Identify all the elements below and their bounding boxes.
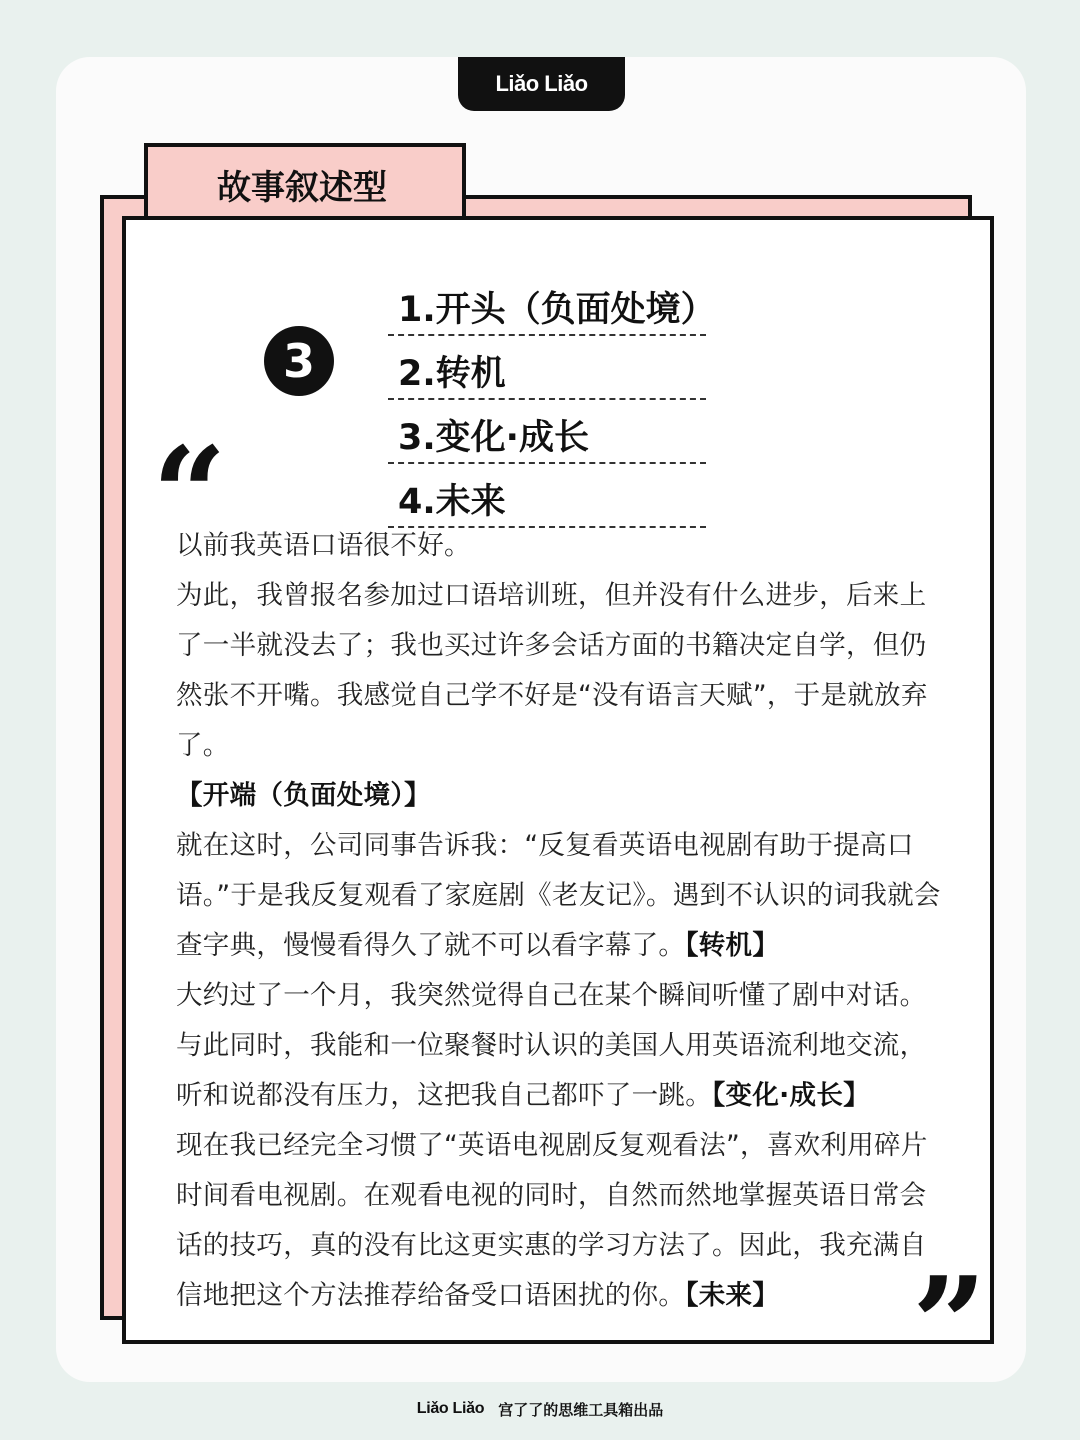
close-quote-icon: ” [912, 1248, 987, 1401]
text-span: 听和说都没有压力，这把我自己都吓了一跳。 [176, 1080, 712, 1111]
footer-logo: Liǎo Liǎo [416, 1400, 485, 1417]
open-quote-icon: “ [152, 418, 227, 571]
story-text [176, 521, 976, 1321]
footer-credit: 宫了了的思维工具箱出品 [498, 1400, 664, 1419]
footer [0, 1396, 1080, 1422]
text-line: 大约过了一个月，我突然觉得自己在某个瞬间听懂了剧中对话。 [176, 980, 927, 1011]
text-span: 信地把这个方法推荐给备受口语困扰的你。 [176, 1280, 686, 1311]
text-line: 为此，我曾报名参加过口语培训班，但并没有什么进步，后来上 [176, 580, 927, 611]
text-line [176, 1071, 976, 1121]
step-item: 1.开头（负面处境） [388, 272, 706, 336]
text-line: 语。”于是我反复观看了家庭剧《老友记》。遇到不认识的词我就会 [176, 880, 941, 911]
text-line: 了一半就没去了；我也买过许多会话方面的书籍决定自学，但仍 [176, 630, 927, 661]
brand-logo: Liǎo Liǎo [458, 57, 625, 111]
step-item: 3.变化·成长 [388, 400, 706, 464]
section-title: 故事叙述型 [144, 143, 466, 221]
text-line: 话的技巧，真的没有比这更实惠的学习方法了。因此，我充满自 [176, 1230, 927, 1261]
text-line: 与此同时，我能和一位聚餐时认识的美国人用英语流利地交流， [176, 1030, 927, 1061]
text-line: 就在这时，公司同事告诉我：“反复看英语电视剧有助于提高口 [176, 830, 914, 861]
step-item: 2.转机 [388, 336, 706, 400]
text-line [176, 921, 976, 971]
stage-tag: 【转机】 [685, 930, 780, 961]
text-line: 了。 [176, 730, 230, 761]
number-badge: 3 [264, 326, 334, 396]
stage-tag: 【开端（负面处境）】 [176, 780, 431, 811]
text-line [176, 1271, 976, 1321]
text-line: 然张不开嘴。我感觉自己学不好是“没有语言天赋”，于是就放弃 [176, 680, 928, 711]
step-item: 4.未来 [388, 464, 706, 528]
text-span: 查字典，慢慢看得久了就不可以看字幕了。 [176, 930, 686, 961]
text-line: 以前我英语口语很不好。 [176, 530, 471, 561]
text-line: 时间看电视剧。在观看电视的同时，自然而然地掌握英语日常会 [176, 1180, 927, 1211]
stage-tag: 【变化·成长】 [712, 1080, 870, 1111]
step-list [388, 272, 716, 528]
stage-tag: 【未来】 [685, 1280, 780, 1311]
text-line: 现在我已经完全习惯了“英语电视剧反复观看法”，喜欢利用碎片 [176, 1130, 928, 1161]
